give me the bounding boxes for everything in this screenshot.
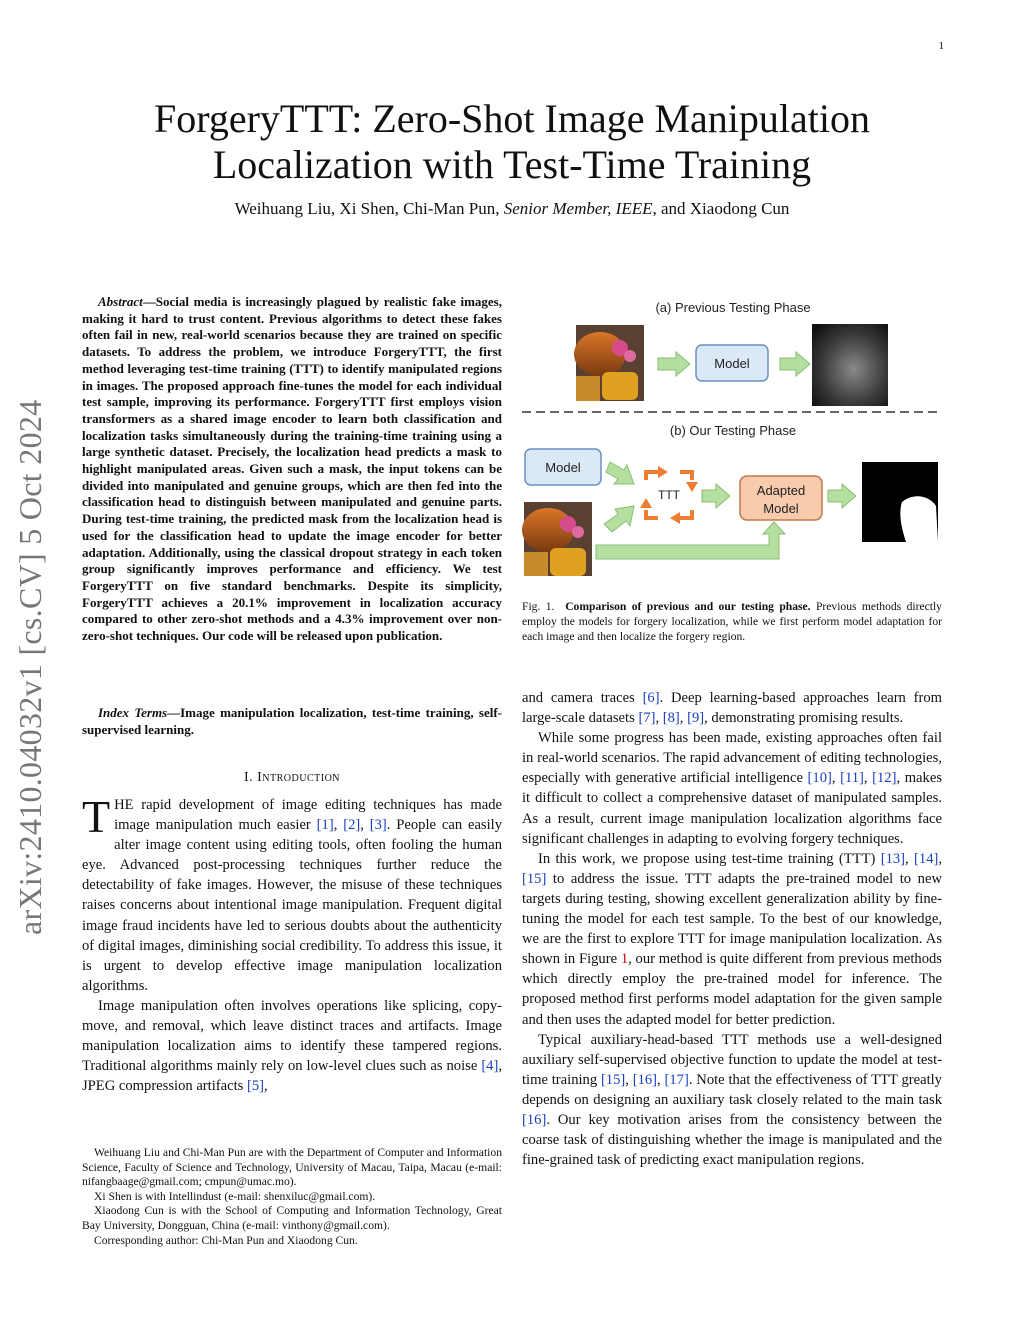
citation-link[interactable]: [7] [638,710,656,727]
authors-suffix: , and Xiaodong Cun [652,199,790,218]
output-mask-b [862,462,938,542]
citation-link[interactable]: [16] [522,1111,547,1128]
index-terms-label: Index Terms [98,705,168,720]
citation-link[interactable]: [11] [840,770,864,787]
intro-right-column [522,688,942,1170]
footnote-affiliation-2: Xi Shen is with Intellindust (e-mail: shenxiluc@gmail.com). [94,1189,376,1203]
intro-paragraph-1: THE rapid development of image editing techniques has made image manipulation much easier [1], [2], [3]. People can easily alter image content using editing tools, often fooling the human eye. Advanced post-processing techniques further reduce the detectability of fake images. However, the misuse of these techniques raises concerns about intentional image manipulation. Frequent digital image fraud incidents have led to serious doubts about the authenticity of digital images, diminishing social credibility. To address this issue, it is urgent to develop effective image manipulation localization algorithms. [82,791,503,994]
arrowhead-icon [670,512,680,524]
abstract [82,294,502,645]
index-terms-text: —Image manipulation localization, test-time training, self-supervised learning. [82,705,503,737]
citation-link[interactable]: [8] [662,710,680,727]
citation-link[interactable]: [15] [600,1071,626,1088]
citation-link[interactable]: [12] [872,770,897,787]
intro-left-column [82,791,503,1096]
arrowhead-icon [658,466,668,478]
arrow-icon [828,484,856,508]
figure-caption [522,600,942,644]
title-line-2: Localization with Test-Time Training [212,142,812,187]
arrow-icon [606,462,634,484]
caption-title: Comparison of previous and our testing phase. [565,600,811,613]
citation-link[interactable]: [13] [880,850,906,867]
title-line-1: ForgeryTTT: Zero-Shot Image Manipulation [154,96,870,141]
author-list [80,199,944,219]
arrowhead-icon [686,482,698,492]
arrow-icon [780,352,810,376]
section-title: Introduction [257,770,341,785]
caption-text: Previous methods directly employ the models for forgery localization, while we first perform model adaptation for each image and then localize the forgery region. [522,600,942,643]
arrow-icon [596,522,785,559]
authors-prefix: Weihuang Liu, Xi Shen, Chi-Man Pun, [234,199,504,218]
citation-link[interactable]: [16] [632,1071,658,1088]
section-heading [82,770,502,786]
output-mask-a [812,324,888,406]
section-number: I. [243,770,258,785]
label-previous-phase: (a) Previous Testing Phase [655,300,811,315]
input-image-b [522,502,592,576]
model-label-a: Model [714,356,750,371]
right-paragraph-3: In this work, we propose using test-time training (TTT) [13], [14], [15] to address the issue. TTT adapts the pre-trained model to new targets during testing, showing excellent generalization ability by fine-tuning the model for each test sample. To the best of our knowledge, we are the first to explore TTT for image manipulation localization. As shown in Figure 1, our method is quite different from previous methods which directly employ the pre-trained model for inference. The proposed method first performs model adaptation for the given sample and then uses the adapted model for better prediction. [522,850,943,1028]
figure-1-diagram [518,292,948,592]
figure-link[interactable]: 1 [620,951,629,968]
right-paragraph-4: Typical auxiliary-head-based TTT methods use a well-designed auxiliary self-supervised objective function to update the model at test-time training [15], [16], [17]. Note that the effectiveness of TTT greatly depends on designing an auxiliary task closely related to the main task [16]. Our key motivation arises from the consistency between the coarse task of distinguishing whether the image is manipulated and the fine-grained task of predicting exact manipulation regions. [522,1031,942,1169]
caption-label: Fig. 1. [522,600,555,613]
citation-link[interactable]: [2] [343,817,361,834]
abstract-label: Abstract [98,294,143,309]
citation-link[interactable]: [1] [316,817,334,834]
citation-link[interactable]: [14] [914,850,939,867]
citation-link[interactable]: [17] [664,1071,689,1088]
citation-link[interactable]: [10] [807,770,832,787]
citation-link[interactable]: [9] [687,710,705,727]
citation-link[interactable]: [3] [369,817,387,834]
authors-membership: Senior Member, IEEE [503,199,653,218]
citation-link[interactable]: [6] [642,690,660,706]
drop-cap: T [82,791,111,842]
arrow-icon [604,506,634,532]
input-image-a [574,325,644,401]
citation-link[interactable]: [15] [522,870,547,887]
arrowhead-icon [640,498,652,508]
citation-link[interactable]: [4] [481,1058,499,1075]
index-terms [82,705,502,738]
footnote-affiliation-1: Weihuang Liu and Chi-Man Pun are with the Department of Computer and Information Science, Faculty of Science and Technology, University of Macau, Taipa, Macau (e-mail: nifangbaage@gmail.com; cmpun@umac.mo). [82,1146,502,1189]
model-label-b: Model [545,460,581,475]
intro-paragraph-2: Image manipulation often involves operations like splicing, copy-move, and removal, which leave distinct traces and artifacts. Image manipulation localization aims to identify these tampered regions. Traditional algorithms mainly rely on low-level clues such as noise [4], JPEG compression artifacts [5], [82,997,502,1095]
footnotes [82,1146,502,1248]
right-paragraph-1: and camera traces [6]. Deep learning-based approaches learn from large-scale datasets [7], [8], [9], demonstrating promising results. [522,690,942,727]
label-our-phase: (b) Our Testing Phase [669,423,797,438]
figure-1 [518,292,948,592]
ttt-label: TTT [658,488,680,502]
adapted-label-line2: Model [763,501,799,516]
arrow-icon [702,484,730,508]
page-number: 1 [938,40,944,52]
footnote-corresponding: Corresponding author: Chi-Man Pun and Xiaodong Cun. [94,1233,358,1247]
abstract-text: —Social media is increasingly plagued by realistic fake images, making it hard to trust content. Previous algorithms to detect these fakes often fail in new, real-world scenarios because they are trained on specific datasets. To address the problem, we introduce ForgeryTTT, the first method leveraging test-time training (TTT) to identify manipulated regions in images. The proposed approach fine-tunes the model for each individual test sample, improving its performance. ForgeryTTT first employs vision transformers as a shared image encoder to learn both classification and localization tasks simultaneously during the training-time training using a large synthetic dataset. Precisely, the localization head predicts a mask to highlight manipulated areas. Given such a mask, the input tokens can be divided into manipulated and genuine groups, which are then fed into the classification head to distinguish between manipulated and genuine parts. During test-time training, the predicted mask from the localization head is used for the classification head to update the image encoder for better adaptation. Additionally, using the classical dropout strategy in each token group significantly improves performance and efficiency. We test ForgeryTTT on five standard benchmarks. Despite its simplicity, ForgeryTTT achieves a 20.1% improvement in localization accuracy compared to other zero-shot methods and a 4.3% improvement over non-zero-shot techniques. Our code will be released upon publication. [82,294,502,644]
arxiv-identifier: arXiv:2410.04032v1 [cs.CV] 5 Oct 2024 [12,399,48,935]
footnote-affiliation-3: Xiaodong Cun is with the School of Computing and Information Technology, Great Bay University, Dongguan, China (e-mail: vinthony@gmail.com). [82,1204,502,1232]
right-paragraph-2: While some progress has been made, existing approaches often fail in real-world scenarios. The rapid advancement of editing technologies, especially with generative artificial intelligence [10], [11], [12], makes it difficult to collect a comprehensive dataset of manipulated samples. As a result, current image manipulation localization algorithms face significant challenges in adapting to evolving forgery techniques. [522,730,942,847]
paper-title [80,96,944,188]
arrow-icon [658,352,690,376]
citation-link[interactable]: [5] [246,1078,264,1095]
adapted-label-line1: Adapted [756,483,806,498]
